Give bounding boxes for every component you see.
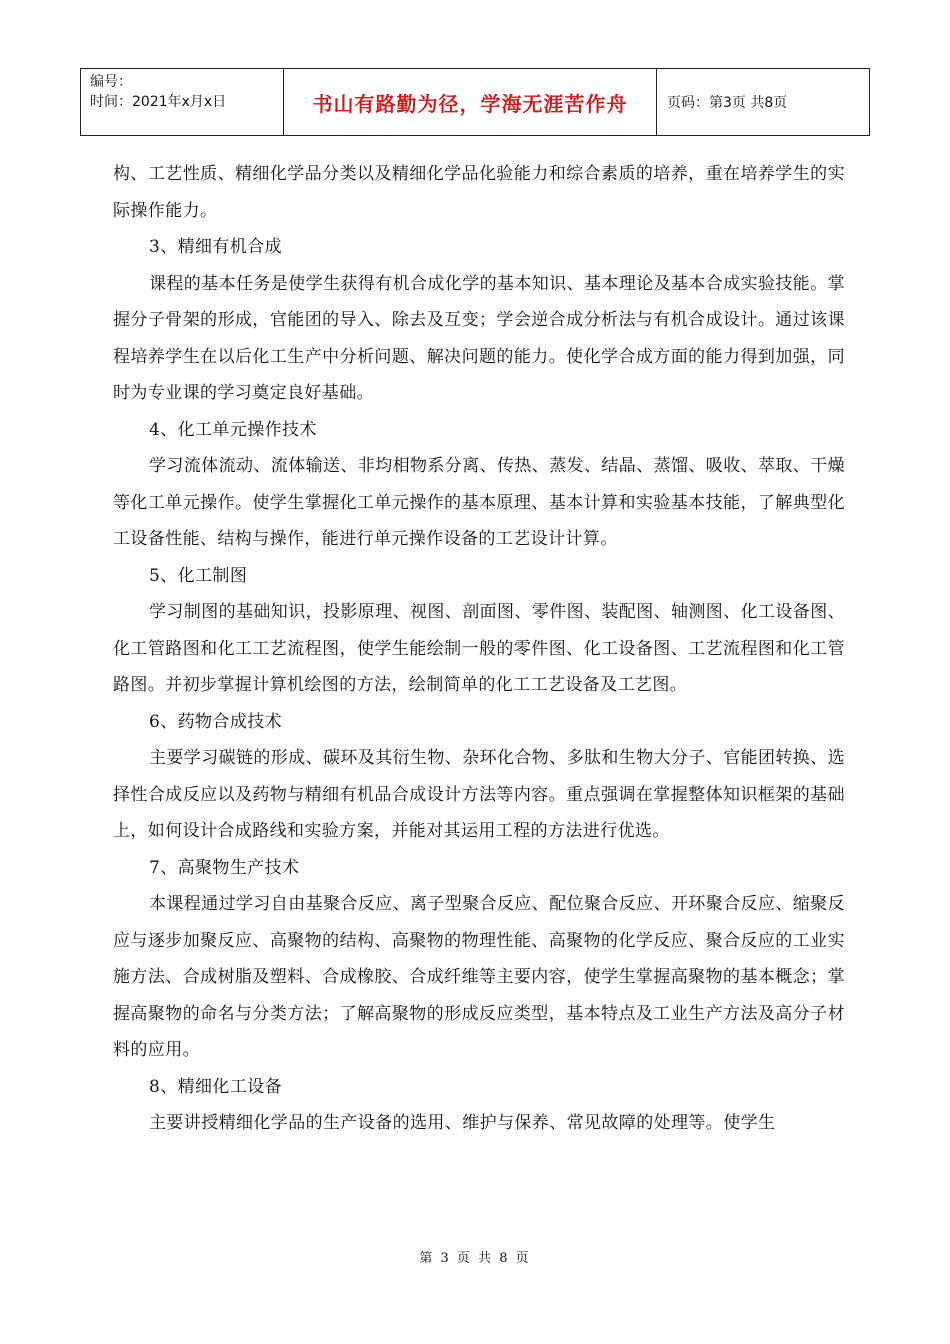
section-heading: 3、精细有机合成 — [149, 237, 283, 257]
section-heading: 8、精细化工设备 — [149, 1076, 283, 1097]
section-heading: 4、化工单元操作技术 — [149, 419, 317, 440]
section-heading: 5、化工制图 — [149, 565, 248, 586]
header-motto-cell — [284, 69, 657, 135]
page-footer: 第 3 页 共 8 页 — [419, 1251, 531, 1266]
intro-paragraph: 构、工艺性质、精细化学品分类以及精细化学品化验能力和综合素质的培养，重在培养学生的实际操作能力。 — [113, 164, 845, 221]
section-body: 主要学习碳链的形成、碳环及其衍生物、杂环化合物、多肽和生物大分子、官能团转换、选择性合成反应以及药物与精细有机品合成设计方法等内容。重点强调在掌握整体知识框架的基础上，如何设计合成路线和实验方案，并能对其运用工程的方法进行优选。 — [113, 748, 845, 841]
document-body — [113, 156, 845, 1142]
time-label: 时间：2021年x月x日 — [90, 94, 227, 110]
header-meta-cell — [81, 69, 284, 135]
number-label: 编号： — [90, 74, 132, 90]
section-body: 本课程通过学习自由基聚合反应、离子型聚合反应、配位聚合反应、开环聚合反应、缩聚反应与逐步加聚反应、高聚物的结构、高聚物的物理性能、高聚物的化学反应、聚合反应的工业实施方法、合成树脂及塑料、合成橡胶、合成纤维等主要内容，使学生掌握高聚物的基本概念；掌握高聚物的命名与分类方法；了解高聚物的形成反应类型，基本特点及工业生产方法及高分子材料的应用。 — [113, 894, 845, 1060]
section-body: 学习制图的基础知识，投影原理、视图、剖面图、零件图、装配图、轴测图、化工设备图、化工管路图和化工工艺流程图，使学生能绘制一般的零件图、化工设备图、工艺流程图和化工管路图。并初步掌握计算机绘图的方法，绘制简单的化工工艺设备及工艺图。 — [113, 602, 845, 695]
section-body: 学习流体流动、流体输送、非均相物系分离、传热、蒸发、结晶、蒸馏、吸收、萃取、干燥等化工单元操作。使学生掌握化工单元操作的基本原理、基本计算和实验基本技能，了解典型化工设备性能、结构与操作，能进行单元操作设备的工艺设计计算。 — [113, 456, 845, 549]
motto: 书山有路勤为径，学海无涯苦作舟 — [312, 91, 628, 116]
header-page-cell — [657, 69, 869, 135]
section-heading: 7、高聚物生产技术 — [149, 857, 300, 878]
header-table — [80, 68, 870, 136]
section-body: 主要讲授精细化学品的生产设备的选用、维护与保养、常见故障的处理等。使学生 — [149, 1113, 776, 1133]
section-body: 课程的基本任务是使学生获得有机合成化学的基本知识、基本理论及基本合成实验技能。掌握分子骨架的形成，官能团的导入、除去及互变；学会逆合成分析法与有机合成设计。通过该课程培养学生在以后化工生产中分析问题、解决问题的能力。使化学合成方面的能力得到加强，同时为专业课的学习奠定良好基础。 — [113, 273, 845, 403]
page-info: 页码：第3页 共8页 — [667, 95, 788, 111]
section-heading: 6、药物合成技术 — [149, 711, 283, 732]
